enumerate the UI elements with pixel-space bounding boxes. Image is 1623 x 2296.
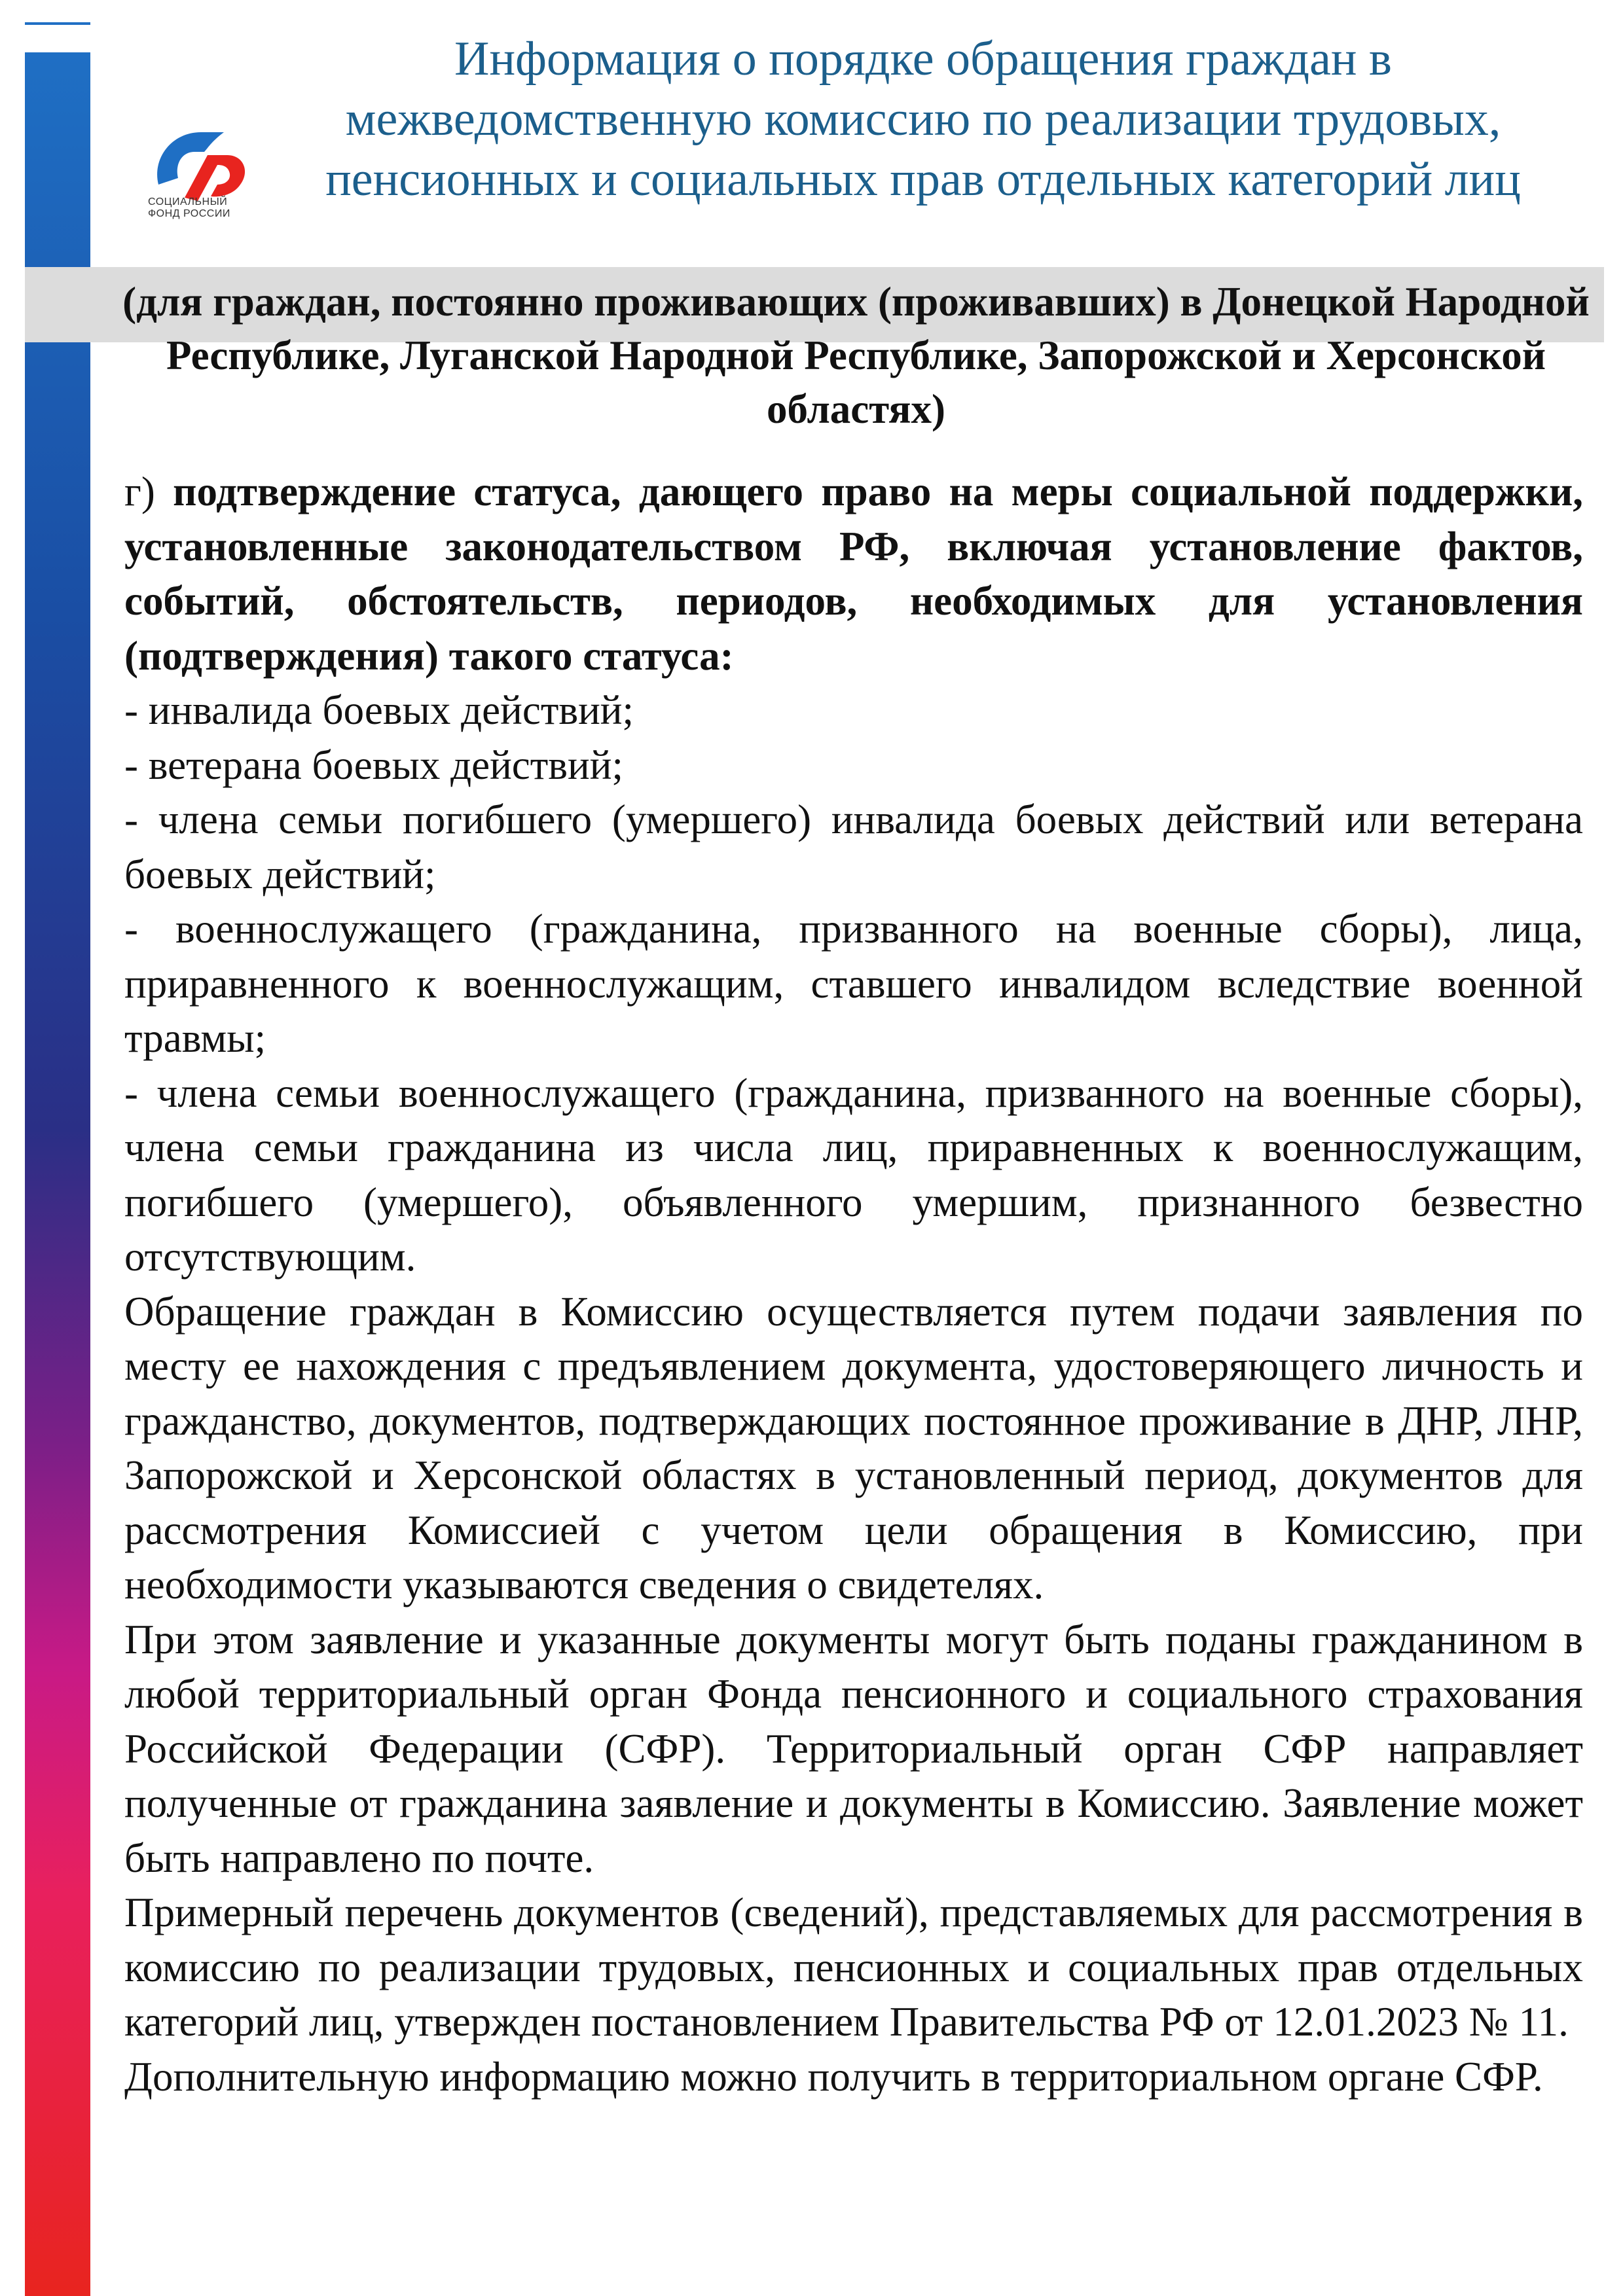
body-paragraph: Примерный перечень документов (сведений), представляемых для рассмотрения в комиссию по реализации трудовых, пенсионных и социальных прав отдельных категорий лиц, утвержден постановлением Правительства РФ от 12.01.2023 № 11. xyxy=(124,1890,1583,2045)
logo-text-line2: ФОНД РОССИИ xyxy=(148,208,230,219)
logo-caption xyxy=(148,196,259,220)
page-title: Информация о порядке обращения граждан в межведомственную комиссию по реализации трудовых, пенсионных и социальных прав отдельных категорий лиц xyxy=(325,32,1521,206)
list-item: - члена семьи военнослужащего (гражданина, призванного на военные сборы), члена семьи гражданина из числа лиц, приравненных к военнослужащим, погибшего (умершего), объявленного умершим, признанного безвестно отсутствующим. xyxy=(124,1069,1583,1280)
item-letter: г) xyxy=(124,469,155,514)
body-paragraph: Дополнительную информацию можно получить в территориальном органе СФР. xyxy=(124,2053,1543,2100)
body-paragraph: Обращение граждан в Комиссию осуществляется путем подачи заявления по месту ее нахождения с предъявлением документа, удостоверяющего личность и гражданство, документов, подтверждающих постоянное проживание в ДНР, ЛНР, Запорожской и Херсонской областях в установленный период, документов для рассмотрения Комиссией с учетом цели обращения в Комиссию, при необходимости указываются сведения о свидетелях. xyxy=(124,1288,1583,1607)
subtitle: (для граждан, постоянно проживающих (проживавших) в Донецкой Народной Республике, Луганской Народной Республике, Запорожской и Херсонской областях) xyxy=(122,279,1590,432)
item-g-paragraph xyxy=(124,465,1583,683)
main-content xyxy=(124,465,1583,2104)
item-bold-text: подтверждение статуса, дающего право на меры социальной поддержки, установленные законодательством РФ, включая установление фактов, событий, обстоятельств, периодов, необходимых для установления (подтверждения) такого статуса: xyxy=(124,469,1583,679)
list-item: - члена семьи погибшего (умершего) инвалида боевых действий или ветерана боевых действий; xyxy=(124,797,1583,897)
body-paragraph: При этом заявление и указанные документы могут быть поданы гражданином в любой территориальный орган Фонда пенсионного и социального страхования Российской Федерации (СФР). Территориальный орган СФР направляет полученные от гражданина заявление и документы в Комиссию. Заявление может быть направлено по почте. xyxy=(124,1616,1583,1881)
list-item: - инвалида боевых действий; xyxy=(124,687,634,733)
top-accent-line xyxy=(25,22,90,25)
list-item: - военнослужащего (гражданина, призванного на военные сборы), лица, приравненного к военнослужащим, ставшего инвалидом вследствие военной травмы; xyxy=(124,906,1583,1061)
list-item: - ветерана боевых действий; xyxy=(124,742,623,788)
logo-text-line1: СОЦИАЛЬНЫЙ xyxy=(148,196,228,207)
gradient-side-bar xyxy=(25,52,90,2296)
